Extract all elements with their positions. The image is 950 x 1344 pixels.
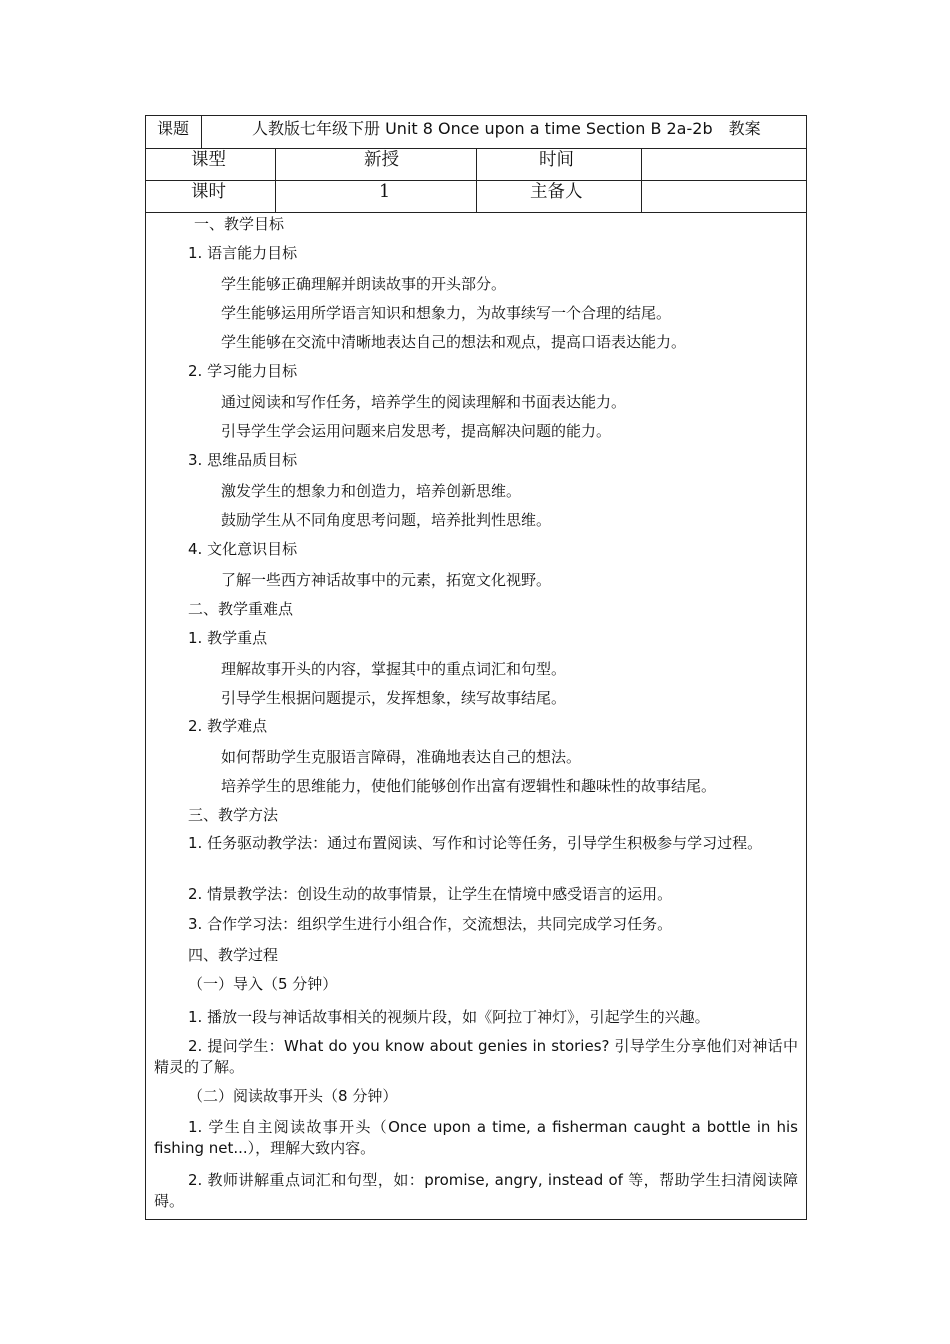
section-heading: 一、教学目标 [194, 215, 285, 233]
column-divider [476, 148, 477, 212]
row-divider [146, 212, 806, 213]
lesson-type-value: 新授 [364, 150, 399, 170]
paragraph: 通过阅读和写作任务，培养学生的阅读理解和书面表达能力。 [221, 393, 627, 411]
lesson-plan-table [145, 115, 807, 1220]
paragraph: 3. 合作学习法：组织学生进行小组合作，交流想法，共同完成学习任务。 [188, 915, 673, 933]
subsection-heading: 1. 教学重点 [188, 629, 268, 647]
column-divider [275, 148, 276, 212]
subsection-heading: 4. 文化意识目标 [188, 540, 298, 558]
subsection-heading: 3. 思维品质目标 [188, 451, 298, 469]
section-heading: 三、教学方法 [188, 806, 279, 824]
section-heading: 二、教学重难点 [188, 600, 294, 618]
subsection-heading: （二）阅读故事开头（8 分钟） [188, 1087, 398, 1105]
column-divider [641, 148, 642, 212]
paragraph: 1. 任务驱动教学法：通过布置阅读、写作和讨论等任务，引导学生积极参与学习过程。 [188, 834, 763, 852]
column-divider [201, 116, 202, 148]
paragraph: 2. 情景教学法：创设生动的故事情景，让学生在情境中感受语言的运用。 [188, 885, 673, 903]
paragraph: 鼓励学生从不同角度思考问题，培养批判性思维。 [221, 511, 552, 529]
lesson-type-label: 课型 [191, 150, 226, 170]
preparer-label: 主备人 [530, 182, 583, 202]
topic-value: 人教版七年级下册 Unit 8 Once upon a time Section B 2a-2b 教案 [252, 119, 761, 138]
paragraph: 引导学生根据问题提示，发挥想象，续写故事结尾。 [221, 689, 567, 707]
paragraph: 引导学生学会运用问题来启发思考，提高解决问题的能力。 [221, 422, 612, 440]
topic-label: 课题 [157, 119, 190, 138]
paragraph: 1. 播放一段与神话故事相关的视频片段，如《阿拉丁神灯》，引起学生的兴趣。 [188, 1008, 710, 1026]
class-hours-value: 1 [379, 182, 391, 202]
subsection-heading: 2. 学习能力目标 [188, 362, 298, 380]
paragraph: 了解一些西方神话故事中的元素，拓宽文化视野。 [221, 571, 552, 589]
paragraph: 2. 教师讲解重点词汇和句型，如：promise, angry, instead of 等，帮助学生扫清阅读障碍。 [154, 1171, 798, 1210]
paragraph: 1. 学生自主阅读故事开头（Once upon a time, a fisherman caught a bottle in his fishing net...），理解大致内容。 [154, 1118, 798, 1157]
paragraph: 学生能够正确理解并朗读故事的开头部分。 [221, 275, 507, 293]
paragraph: 理解故事开头的内容，掌握其中的重点词汇和句型。 [221, 660, 567, 678]
paragraph: 学生能够在交流中清晰地表达自己的想法和观点，提高口语表达能力。 [221, 333, 687, 351]
subsection-heading: （一）导入（5 分钟） [188, 975, 338, 993]
paragraph: 2. 提问学生：What do you know about genies in stories? 引导学生分享他们对神话中精灵的了解。 [154, 1037, 798, 1076]
time-label: 时间 [539, 150, 574, 170]
paragraph: 激发学生的想象力和创造力，培养创新思维。 [221, 482, 522, 500]
paragraph: 培养学生的思维能力，使他们能够创作出富有逻辑性和趣味性的故事结尾。 [221, 777, 717, 795]
subsection-heading: 2. 教学难点 [188, 717, 268, 735]
section-heading: 四、教学过程 [188, 946, 279, 964]
class-hours-label: 课时 [191, 182, 226, 202]
subsection-heading: 1. 语言能力目标 [188, 244, 298, 262]
paragraph: 学生能够运用所学语言知识和想象力，为故事续写一个合理的结尾。 [221, 304, 672, 322]
paragraph: 如何帮助学生克服语言障碍，准确地表达自己的想法。 [221, 748, 582, 766]
